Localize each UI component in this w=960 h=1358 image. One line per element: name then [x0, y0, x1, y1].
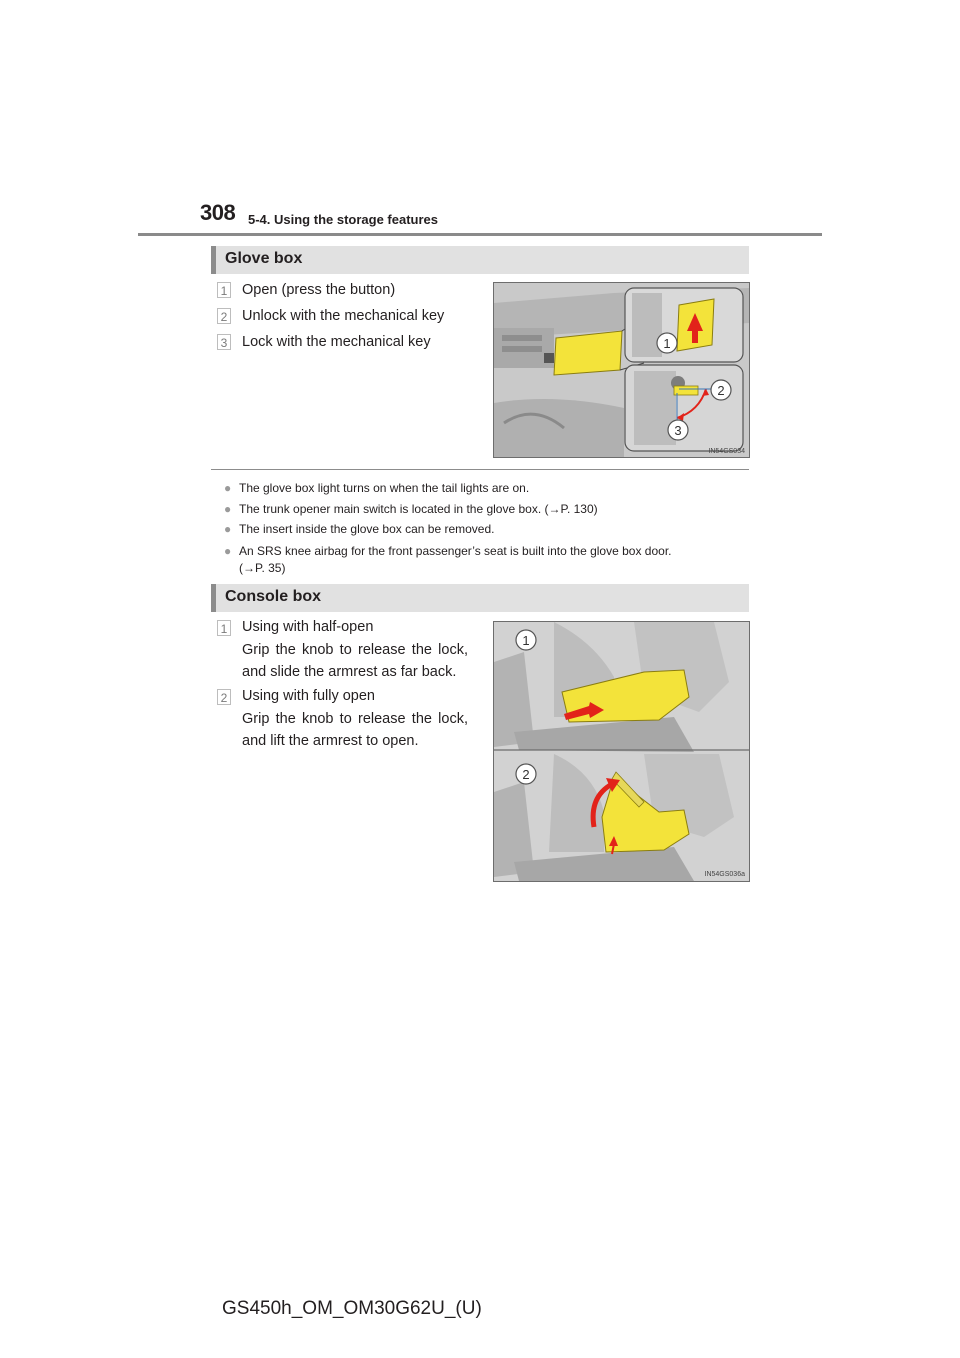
bullet-icon: ● [224, 502, 232, 516]
bullet-icon: ● [224, 522, 232, 536]
console-box-heading [211, 584, 749, 612]
note-text: The insert inside the glove box can be removed. [239, 522, 495, 536]
note-item [224, 480, 749, 496]
glove-box-heading [211, 246, 749, 274]
glove-callout-1: 1 [663, 336, 671, 351]
note-text: (→P. 35) [239, 561, 286, 575]
glove-step-3-text: Lock with the mechanical key [242, 334, 431, 350]
note-text: The glove box light turns on when the tail lights are on. [239, 481, 530, 495]
glove-step-1-number: 1 [217, 282, 231, 298]
manual-code-footer: GS450h_OM_OM30G62U_(U) [222, 1298, 482, 1319]
console-step-1-desc: Grip the knob to release the lock, and slide the armrest as far back. [242, 642, 468, 680]
glove-callout-3: 3 [674, 423, 682, 438]
glove-step-2-text: Unlock with the mechanical key [242, 308, 445, 324]
section-title: 5-4. Using the storage features [248, 212, 438, 227]
page-number: 308 [200, 200, 236, 225]
console-step-1-title: Using with half-open [242, 619, 374, 635]
glove-box-drawing [494, 283, 749, 457]
console-step-2-title: Using with fully open [242, 688, 375, 704]
console-box-illustration [493, 621, 750, 882]
header-rule [138, 233, 822, 236]
console-figure-code: IN54GS036a [704, 871, 745, 878]
console-box-drawing [494, 622, 749, 881]
glove-box-title: Glove box [225, 250, 303, 267]
glove-callout-2: 2 [717, 383, 725, 398]
console-callout-2: 2 [522, 767, 530, 782]
note-continuation [224, 560, 749, 576]
bullet-icon: ● [224, 544, 232, 558]
glove-step-1-text: Open (press the button) [242, 282, 396, 298]
note-item [224, 543, 749, 559]
bullet-icon: ● [224, 481, 232, 495]
console-step-2-desc: Grip the knob to release the lock, and lift the armrest to open. [242, 711, 468, 749]
glove-figure-code: IN54GS034 [708, 448, 745, 455]
glove-step-2-number: 2 [217, 308, 231, 324]
glove-box-illustration [493, 282, 750, 458]
console-box-title: Console box [225, 588, 322, 605]
note-text: An SRS knee airbag for the front passenger’s seat is built into the glove box door. [239, 544, 672, 558]
console-step-2-number: 2 [217, 689, 231, 705]
note-text: The trunk opener main switch is located in the glove box. (→P. 130) [239, 502, 598, 516]
note-item [224, 501, 749, 517]
glove-step-3-number: 3 [217, 334, 231, 350]
console-callout-1: 1 [522, 633, 530, 648]
note-item [224, 521, 749, 537]
console-step-1-number: 1 [217, 620, 231, 636]
notes-rule [211, 469, 749, 470]
